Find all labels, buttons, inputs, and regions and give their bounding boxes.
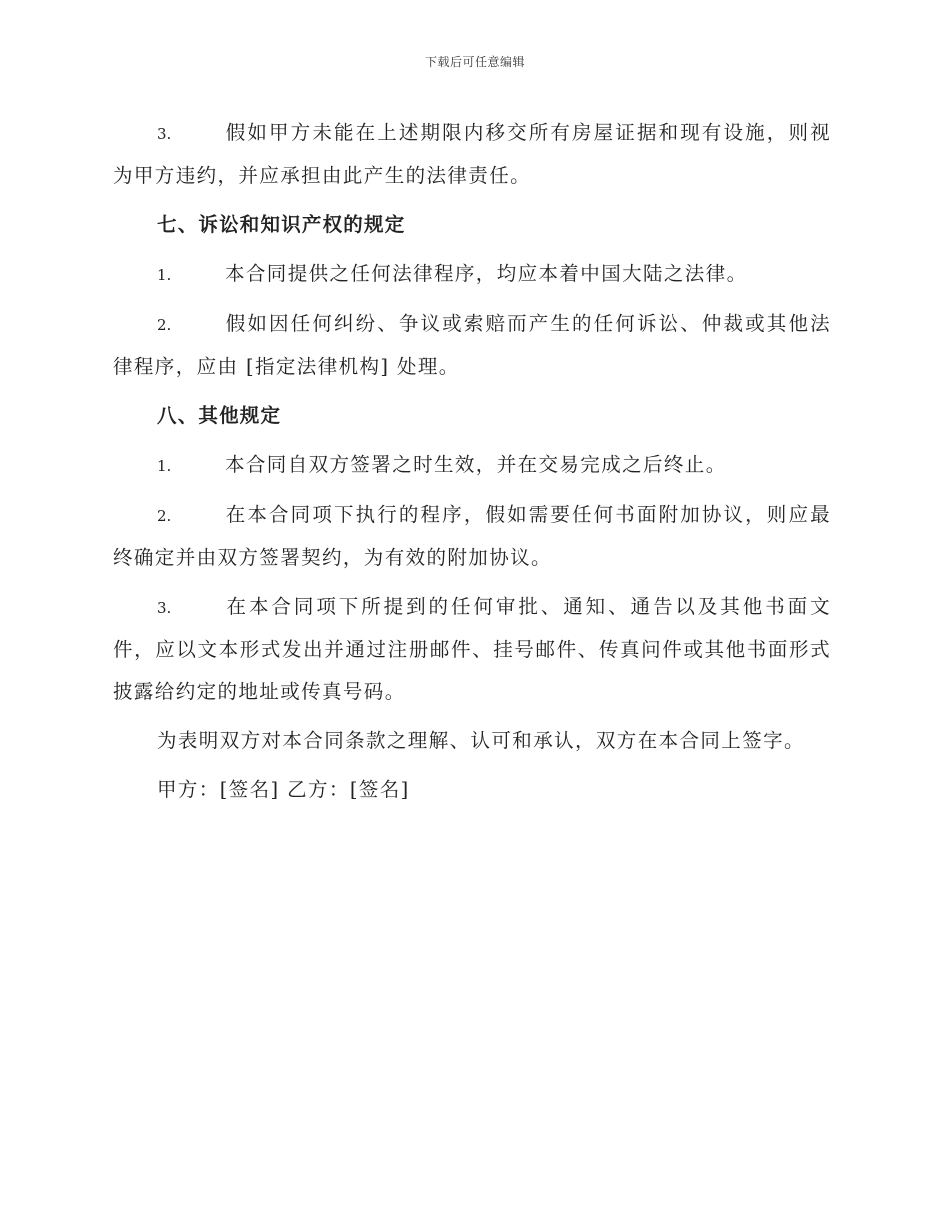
clause-8-1 [113, 444, 831, 487]
closing-statement: 为表明双方对本合同条款之理解、认可和承认，双方在本合同上签字。 [157, 729, 805, 752]
page-header: 下载后可任意编辑 [424, 55, 525, 69]
section-heading-7: 七、诉讼和知识产权的规定 [157, 213, 406, 236]
clause-number: 2. [157, 316, 172, 334]
clause-8-2 [113, 494, 831, 579]
clause-text: 在本合同项下执行的程序，假如需要任何书面附加协议，则应最终确定并由双方签署契约，为有效的附加协议。 [113, 503, 831, 569]
clause-number: 1. [157, 266, 172, 284]
clause-number: 1. [157, 457, 172, 475]
clause-7-2 [113, 303, 831, 388]
clause-number: 3. [157, 125, 172, 143]
signature-line: 甲方：[签名] 乙方：[签名] [157, 778, 410, 801]
clause-text: 假如因任何纠纷、争议或索赔而产生的任何诉讼、仲裁或其他法律程序，应由 [指定法律机构] 处理。 [113, 312, 831, 378]
section-heading-8: 八、其他规定 [157, 404, 282, 427]
clause-6-3 [113, 112, 831, 197]
clause-text: 本合同自双方签署之时生效，并在交易完成之后终止。 [225, 453, 727, 476]
clause-text: 在本合同项下所提到的任何审批、通知、通告以及其他书面文件，应以文本形式发出并通过注册邮件、挂号邮件、传真问件或其他书面形式披露给约定的地址或传真号码。 [113, 595, 831, 703]
clause-text: 假如甲方未能在上述期限内移交所有房屋证据和现有设施，则视为甲方违约，并应承担由此产生的法律责任。 [113, 121, 831, 187]
clause-7-1 [113, 253, 831, 296]
document-body [113, 112, 831, 818]
clause-number: 2. [157, 507, 172, 525]
clause-number: 3. [157, 599, 172, 617]
clause-text: 本合同提供之任何法律程序，均应本着中国大陆之法律。 [225, 262, 748, 285]
clause-8-3 [113, 586, 831, 713]
